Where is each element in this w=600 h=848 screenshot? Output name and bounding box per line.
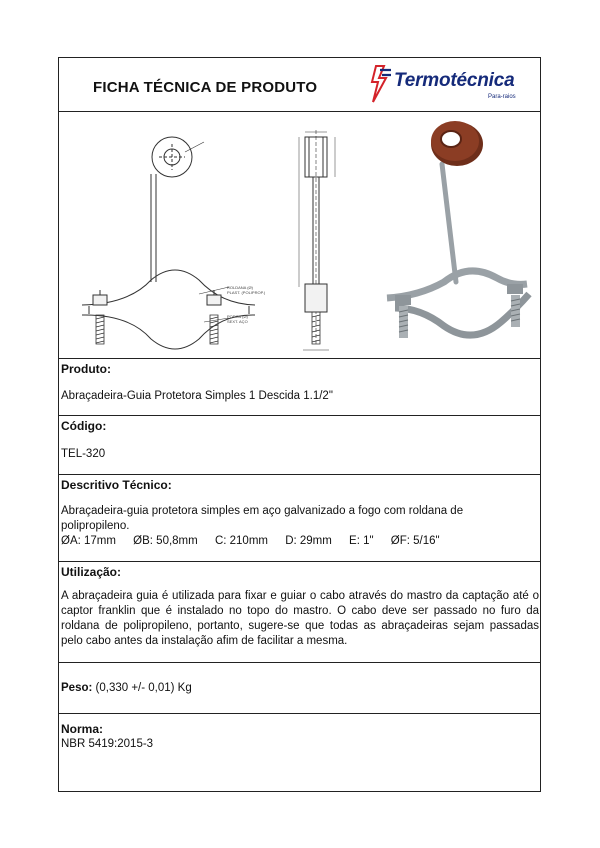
norma-label: Norma: <box>61 722 104 736</box>
descritivo-line-1: Abraçadeira-guia protetora simples em aço galvanizado a fogo com roldana de <box>61 505 464 517</box>
descritivo-line-2: polipropileno. <box>61 520 130 532</box>
peso-row <box>61 681 192 696</box>
callout-nut-1: PORCA (Ø) <box>227 314 248 319</box>
codigo-label: Código: <box>61 419 107 433</box>
spec-f: ØF: 5/16" <box>390 535 440 547</box>
brand-subtitle: Para-raios <box>488 94 516 100</box>
callout-roller-1: ROLDANA (Ø) <box>227 285 254 290</box>
divider <box>59 713 540 714</box>
spec-d: D: 29mm <box>285 535 332 547</box>
divider <box>59 474 540 475</box>
divider <box>59 662 540 663</box>
spec-b: ØB: 50,8mm <box>133 535 198 547</box>
spec-a: ØA: 17mm <box>61 535 116 547</box>
norma-value: NBR 5419:2015-3 <box>61 738 154 750</box>
peso-label: Peso: <box>61 682 93 694</box>
utilizacao-label: Utilização: <box>61 565 122 579</box>
product-render <box>387 121 529 338</box>
spec-list <box>61 534 454 549</box>
brand-logo <box>367 64 539 108</box>
product-sheet <box>58 57 541 792</box>
divider <box>59 358 540 359</box>
callout-roller-2: PLAST. (POLIPROP.) <box>227 290 266 295</box>
produto-value: Abraçadeira-Guia Protetora Simples 1 Descida 1.1/2" <box>61 390 333 402</box>
produto-label: Produto: <box>61 362 111 376</box>
spec-c: C: 210mm <box>214 535 268 547</box>
side-view <box>299 130 335 350</box>
codigo-value: TEL-320 <box>61 448 106 460</box>
bolt-logo-icon <box>367 64 395 104</box>
utilizacao-text: A abraçadeira guia é utilizada para fixar e guiar o cabo através do mastro da captação até o captor franklin que é instalado no topo do mastro. O cabo deve ser passado no furo da roldana de polipropileno, portanto, sugere-se que todas as abraçadeiras sejam passadas pelo cabo antes da instalação afim de facilitar a mesma. <box>61 590 539 647</box>
descritivo-label: Descritivo Técnico: <box>61 478 172 492</box>
divider <box>59 415 540 416</box>
divider <box>59 561 540 562</box>
callout-nut-2: SEXT. AÇO <box>227 319 248 324</box>
technical-drawing <box>59 112 540 357</box>
peso-value: (0,330 +/- 0,01) Kg <box>95 682 192 694</box>
page-title: FICHA TÉCNICA DE PRODUTO <box>93 79 318 96</box>
brand-name: Termotécnica <box>394 70 515 91</box>
spec-e: E: 1" <box>349 535 374 547</box>
